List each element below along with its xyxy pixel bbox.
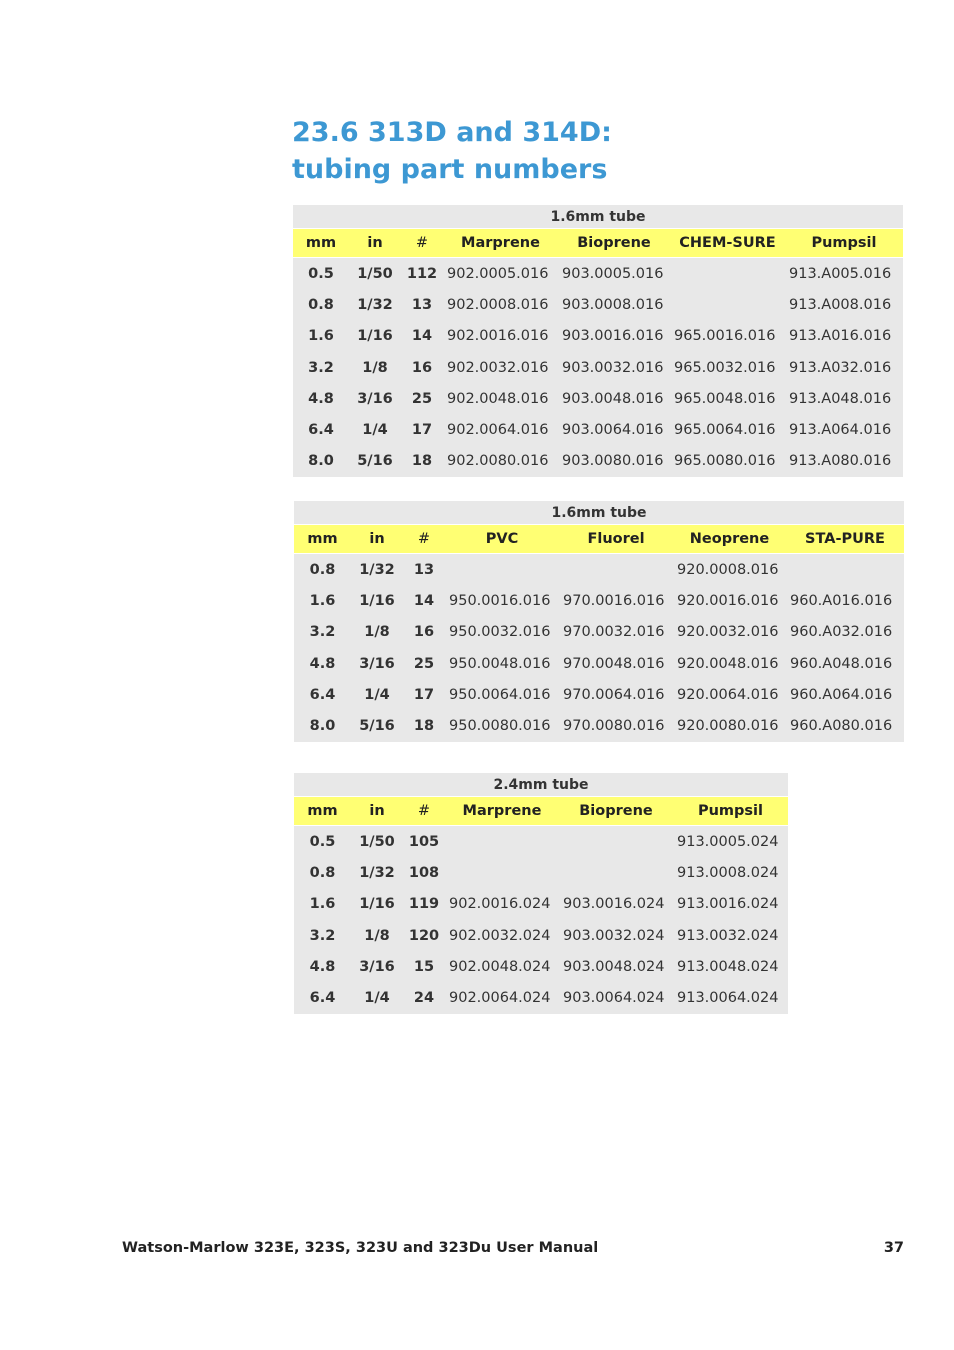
cell-mm: 8.0 (294, 710, 351, 741)
cell-part-number: 913.A080.016 (785, 446, 903, 477)
table-row (293, 446, 903, 477)
cell-in: 1/32 (351, 857, 403, 888)
cell-part-number (445, 554, 559, 586)
table-row (293, 258, 903, 290)
table-header-row (294, 797, 788, 826)
cell-part-number: 950.0080.016 (445, 710, 559, 741)
cell-mm: 1.6 (293, 321, 349, 352)
cell-part-number: 902.0008.016 (443, 289, 558, 320)
column-header-material: Bioprene (559, 797, 673, 826)
cell-in: 1/8 (349, 352, 401, 383)
cell-part-number: 920.0080.016 (673, 710, 786, 741)
cell-number: 25 (403, 648, 445, 679)
cell-mm: 8.0 (293, 446, 349, 477)
cell-number: 16 (403, 617, 445, 648)
cell-part-number: 913.0008.024 (673, 857, 788, 888)
footer-manual-title: Watson-Marlow 323E, 323S, 323U and 323Du User Manual (122, 1240, 599, 1256)
column-header-material: STA-PURE (786, 525, 904, 554)
cell-part-number: 950.0064.016 (445, 679, 559, 710)
tubing-table-1 (293, 205, 903, 477)
cell-mm: 0.5 (293, 258, 349, 290)
cell-part-number: 965.0048.016 (670, 383, 785, 414)
cell-part-number: 970.0080.016 (559, 710, 673, 741)
column-header-material: CHEM-SURE (670, 229, 785, 258)
cell-in: 1/50 (351, 826, 403, 858)
cell-number: 112 (401, 258, 443, 290)
cell-in: 1/16 (351, 585, 403, 616)
footer-page-number: 37 (883, 1240, 904, 1256)
cell-number: 13 (401, 289, 443, 320)
column-header-in: in (349, 229, 401, 258)
cell-in: 3/16 (349, 383, 401, 414)
cell-part-number: 903.0080.016 (558, 446, 670, 477)
cell-in: 5/16 (349, 446, 401, 477)
cell-part-number: 913.0032.024 (673, 920, 788, 951)
cell-part-number: 903.0064.024 (559, 982, 673, 1013)
table-row (294, 679, 904, 710)
table-row (294, 617, 904, 648)
cell-in: 1/4 (349, 414, 401, 445)
cell-part-number: 903.0032.024 (559, 920, 673, 951)
cell-part-number: 960.A016.016 (786, 585, 904, 616)
cell-part-number: 965.0064.016 (670, 414, 785, 445)
cell-part-number (445, 857, 559, 888)
table-row (293, 321, 903, 352)
cell-part-number: 960.A032.016 (786, 617, 904, 648)
cell-number: 18 (403, 710, 445, 741)
cell-part-number: 913.A048.016 (785, 383, 903, 414)
table-caption-row (294, 501, 904, 525)
column-header-material: Marprene (445, 797, 559, 826)
cell-mm: 0.5 (294, 826, 351, 858)
cell-part-number: 970.0032.016 (559, 617, 673, 648)
cell-in: 1/32 (351, 554, 403, 586)
cell-part-number: 970.0048.016 (559, 648, 673, 679)
cell-part-number (670, 289, 785, 320)
table-caption: 1.6mm tube (293, 205, 903, 229)
cell-part-number: 913.A064.016 (785, 414, 903, 445)
cell-part-number: 903.0008.016 (558, 289, 670, 320)
cell-part-number: 913.0064.024 (673, 982, 788, 1013)
page-title-line-1: 23.6 313D and 314D: (292, 117, 612, 148)
column-header-in: in (351, 525, 403, 554)
cell-part-number (559, 826, 673, 858)
cell-part-number: 960.A048.016 (786, 648, 904, 679)
cell-part-number: 920.0016.016 (673, 585, 786, 616)
cell-part-number: 950.0032.016 (445, 617, 559, 648)
column-header-in: in (351, 797, 403, 826)
cell-mm: 4.8 (294, 951, 351, 982)
cell-part-number: 920.0008.016 (673, 554, 786, 586)
cell-mm: 1.6 (294, 585, 351, 616)
table-row (294, 554, 904, 586)
cell-number: 16 (401, 352, 443, 383)
table-row (294, 889, 788, 920)
cell-part-number: 913.A008.016 (785, 289, 903, 320)
cell-mm: 3.2 (294, 920, 351, 951)
table-row (294, 710, 904, 741)
cell-mm: 1.6 (294, 889, 351, 920)
cell-in: 1/8 (351, 920, 403, 951)
cell-in: 3/16 (351, 648, 403, 679)
cell-part-number: 902.0080.016 (443, 446, 558, 477)
cell-part-number: 970.0016.016 (559, 585, 673, 616)
column-header-number: # (403, 525, 445, 554)
column-header-material: Pumpsil (673, 797, 788, 826)
cell-in: 1/16 (351, 889, 403, 920)
cell-part-number (559, 857, 673, 888)
cell-part-number: 903.0064.016 (558, 414, 670, 445)
cell-part-number (559, 554, 673, 586)
cell-part-number: 970.0064.016 (559, 679, 673, 710)
cell-part-number (786, 554, 904, 586)
cell-part-number: 902.0064.024 (445, 982, 559, 1013)
cell-in: 1/50 (349, 258, 401, 290)
table-row (294, 951, 788, 982)
cell-part-number: 903.0016.024 (559, 889, 673, 920)
cell-mm: 0.8 (294, 857, 351, 888)
cell-part-number (445, 826, 559, 858)
page-title (292, 114, 612, 188)
cell-number: 24 (403, 982, 445, 1013)
cell-in: 1/32 (349, 289, 401, 320)
table-header-row (294, 525, 904, 554)
cell-number: 120 (403, 920, 445, 951)
cell-mm: 3.2 (294, 617, 351, 648)
cell-number: 25 (401, 383, 443, 414)
cell-part-number: 920.0048.016 (673, 648, 786, 679)
cell-part-number (670, 258, 785, 290)
column-header-mm: mm (294, 525, 351, 554)
table-row (294, 857, 788, 888)
cell-part-number: 920.0032.016 (673, 617, 786, 648)
cell-mm: 0.8 (293, 289, 349, 320)
column-header-mm: mm (294, 797, 351, 826)
page-title-line-2: tubing part numbers (292, 154, 608, 185)
column-header-material: Neoprene (673, 525, 786, 554)
cell-number: 105 (403, 826, 445, 858)
column-header-material: Pumpsil (785, 229, 903, 258)
cell-number: 17 (401, 414, 443, 445)
cell-part-number: 913.A016.016 (785, 321, 903, 352)
tubing-table-2 (294, 501, 904, 742)
cell-part-number: 902.0016.024 (445, 889, 559, 920)
cell-in: 1/4 (351, 679, 403, 710)
cell-part-number: 913.A032.016 (785, 352, 903, 383)
cell-part-number: 913.0005.024 (673, 826, 788, 858)
cell-mm: 6.4 (294, 982, 351, 1013)
column-header-material: Bioprene (558, 229, 670, 258)
table-caption: 2.4mm tube (294, 773, 788, 797)
cell-mm: 6.4 (294, 679, 351, 710)
table-caption: 1.6mm tube (294, 501, 904, 525)
cell-part-number: 913.0016.024 (673, 889, 788, 920)
cell-part-number: 950.0016.016 (445, 585, 559, 616)
column-header-number: # (401, 229, 443, 258)
cell-number: 108 (403, 857, 445, 888)
cell-part-number: 902.0048.024 (445, 951, 559, 982)
cell-part-number: 903.0032.016 (558, 352, 670, 383)
cell-part-number: 902.0005.016 (443, 258, 558, 290)
cell-part-number: 902.0048.016 (443, 383, 558, 414)
column-header-material: Marprene (443, 229, 558, 258)
table-row (294, 585, 904, 616)
column-header-mm: mm (293, 229, 349, 258)
cell-number: 14 (401, 321, 443, 352)
cell-number: 15 (403, 951, 445, 982)
table-row (294, 826, 788, 858)
cell-part-number: 902.0032.016 (443, 352, 558, 383)
cell-in: 1/4 (351, 982, 403, 1013)
table-header-row (293, 229, 903, 258)
cell-mm: 0.8 (294, 554, 351, 586)
cell-part-number: 902.0064.016 (443, 414, 558, 445)
cell-part-number: 903.0005.016 (558, 258, 670, 290)
cell-in: 5/16 (351, 710, 403, 741)
tubing-table-3 (294, 773, 788, 1014)
cell-mm: 3.2 (293, 352, 349, 383)
cell-part-number: 960.A080.016 (786, 710, 904, 741)
cell-part-number: 913.0048.024 (673, 951, 788, 982)
cell-number: 13 (403, 554, 445, 586)
cell-part-number: 965.0080.016 (670, 446, 785, 477)
table-row (293, 414, 903, 445)
column-header-material: Fluorel (559, 525, 673, 554)
cell-number: 119 (403, 889, 445, 920)
cell-number: 14 (403, 585, 445, 616)
table-row (293, 352, 903, 383)
cell-number: 17 (403, 679, 445, 710)
cell-part-number: 913.A005.016 (785, 258, 903, 290)
table-row (294, 648, 904, 679)
table-row (294, 982, 788, 1013)
cell-part-number: 902.0032.024 (445, 920, 559, 951)
cell-part-number: 950.0048.016 (445, 648, 559, 679)
cell-part-number: 903.0016.016 (558, 321, 670, 352)
table-caption-row (293, 205, 903, 229)
table-caption-row (294, 773, 788, 797)
cell-number: 18 (401, 446, 443, 477)
cell-in: 1/8 (351, 617, 403, 648)
table-row (293, 383, 903, 414)
cell-part-number: 920.0064.016 (673, 679, 786, 710)
table-row (294, 920, 788, 951)
cell-part-number: 965.0032.016 (670, 352, 785, 383)
cell-mm: 4.8 (294, 648, 351, 679)
cell-part-number: 965.0016.016 (670, 321, 785, 352)
cell-in: 3/16 (351, 951, 403, 982)
cell-part-number: 903.0048.024 (559, 951, 673, 982)
cell-in: 1/16 (349, 321, 401, 352)
table-row (293, 289, 903, 320)
cell-mm: 6.4 (293, 414, 349, 445)
column-header-number: # (403, 797, 445, 826)
cell-part-number: 960.A064.016 (786, 679, 904, 710)
cell-part-number: 903.0048.016 (558, 383, 670, 414)
column-header-material: PVC (445, 525, 559, 554)
cell-mm: 4.8 (293, 383, 349, 414)
cell-part-number: 902.0016.016 (443, 321, 558, 352)
